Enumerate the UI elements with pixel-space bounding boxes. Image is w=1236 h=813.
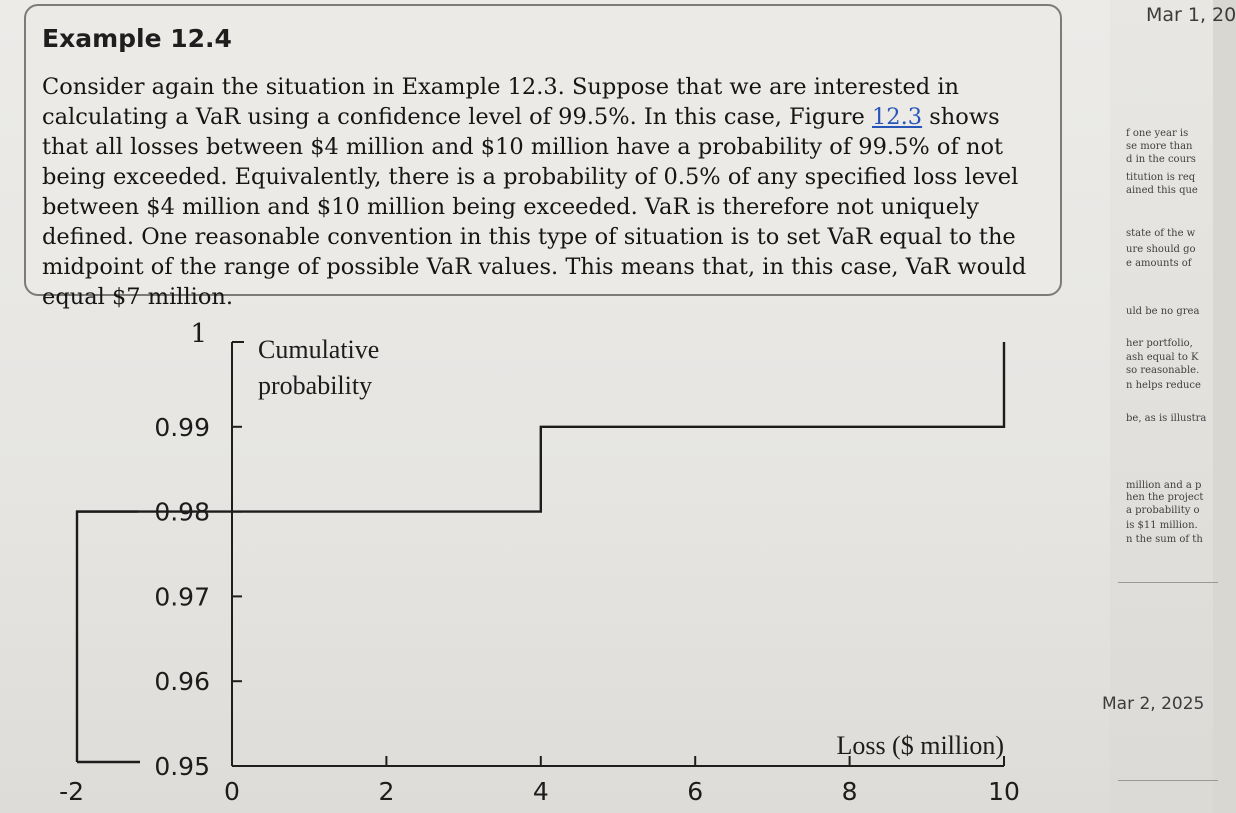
divider-line [1118, 780, 1218, 781]
cumulative-probability-chart [0, 296, 1110, 813]
adjacent-text-snippet: se more than [1126, 141, 1193, 152]
adjacent-text-snippet: f one year is [1126, 128, 1189, 139]
xlabel: Loss ($ million) [836, 731, 1004, 760]
adjacent-text-snippet: million and a p [1126, 480, 1202, 491]
adjacent-text-snippet: uld be no grea [1126, 306, 1200, 317]
adjacent-text-snippet: is $11 million. [1126, 520, 1198, 531]
x-tick-label: 6 [687, 777, 704, 806]
adjacent-text-snippet: so reasonable. [1126, 365, 1200, 376]
adjacent-text-snippet: ained this que [1126, 185, 1198, 196]
adjacent-text-snippet: ash equal to K [1126, 352, 1199, 363]
cumulative-step-line [77, 342, 1004, 762]
adjacent-page-strip [1102, 0, 1236, 813]
x-tick-label: 10 [988, 777, 1020, 806]
adjacent-text-snippet: titution is req [1126, 172, 1196, 183]
adjacent-text-snippet: state of the w [1126, 228, 1196, 239]
example-paragraph [42, 72, 1052, 312]
adjacent-text-snippet: d in the cours [1126, 154, 1196, 165]
adjacent-text-snippet: hen the project [1126, 492, 1204, 503]
example-heading: Example 12.4 [42, 24, 232, 53]
x-tick-label: 2 [378, 777, 395, 806]
example-text-after-ref: shows that all losses between $4 million and $10 million have a probability of 99.5% of not being exceeded. Equivalently, there is a probability of 0.5% of any specified loss level between $4 million and $10 million being exceeded. VaR is therefore not uniquely defined. One reasonable convention in this type of situation is to set VaR equal to the midpoint of the range of possible VaR values. This means that, in this case, VaR would equal $7 million. [42, 104, 1027, 310]
adjacent-text-snippet: be, as is illustra [1126, 413, 1207, 424]
y-tick-label: 0.96 [154, 667, 210, 697]
x-tick-label: -2 [59, 777, 85, 806]
adjacent-text-snippet: n helps reduce [1126, 380, 1201, 391]
adjacent-text-snippet: e amounts of [1126, 258, 1192, 269]
adjacent-text-snippet: n the sum of th [1126, 534, 1203, 545]
adjacent-text-snippet: her portfolio, [1126, 338, 1193, 349]
date-label-bottom: Mar 2, 2025 [1102, 694, 1205, 714]
ylabel-line-2: probability [258, 371, 373, 400]
y-tick-label: 0.98 [154, 497, 210, 527]
example-box [24, 4, 1062, 310]
ylabel-line-1: Cumulative [258, 335, 380, 364]
adjacent-text-snippet: a probability o [1126, 505, 1200, 516]
date-label-top: Mar 1, 20 [1146, 4, 1236, 26]
y-tick-label: 0.95 [154, 752, 210, 781]
x-tick-label: 4 [532, 777, 549, 806]
divider-line [1118, 582, 1218, 583]
x-tick-label: 8 [841, 777, 858, 806]
adjacent-text-snippet: ure should go [1126, 244, 1196, 255]
example-text-before-ref: Consider again the situation in Example 12.3. Suppose that we are interested in calculating a VaR using a confidence level of 99.5%. In this case, Figure [42, 74, 960, 130]
y-top-label: 1 [190, 319, 207, 349]
y-tick-label: 0.99 [154, 412, 210, 442]
x-tick-label: 0 [224, 777, 240, 806]
figure-ref-link[interactable]: 12.3 [871, 104, 923, 130]
y-tick-label: 0.97 [154, 582, 210, 612]
